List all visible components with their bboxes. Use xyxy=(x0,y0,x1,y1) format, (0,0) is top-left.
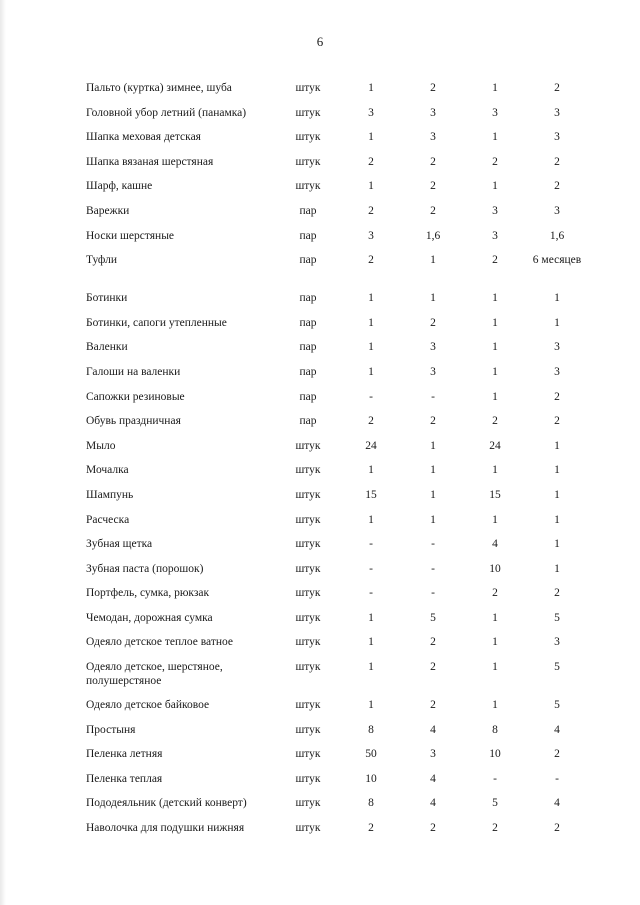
value-col-3: 1 xyxy=(492,341,498,354)
item-name: Мочалка xyxy=(86,464,129,477)
value-col-4: 1 xyxy=(554,538,560,551)
item-unit: штук xyxy=(295,661,321,674)
value-col-4: 1 xyxy=(554,488,560,501)
item-unit: штук xyxy=(295,488,321,501)
value-col-3: 3 xyxy=(492,229,498,242)
table-row xyxy=(86,314,606,339)
value-col-2: 3 xyxy=(430,341,436,354)
value-col-2: 1 xyxy=(430,292,436,305)
value-col-3: 1 xyxy=(492,513,498,526)
value-col-4: 2 xyxy=(554,587,560,600)
value-col-4: 4 xyxy=(554,797,560,810)
value-col-4: 6 месяцев xyxy=(532,254,582,267)
value-col-4: 3 xyxy=(554,365,560,378)
value-col-2: 1 xyxy=(430,439,436,452)
value-col-4: - xyxy=(555,772,559,785)
value-col-4: 2 xyxy=(554,822,560,835)
item-name: Варежки xyxy=(86,204,130,217)
value-col-1: 8 xyxy=(368,723,374,736)
value-col-3: 1 xyxy=(492,292,498,305)
item-name: Обувь праздничная xyxy=(86,415,181,428)
item-unit: штук xyxy=(295,748,321,761)
table-row xyxy=(86,437,606,462)
value-col-4: 5 xyxy=(554,699,560,712)
value-col-4: 2 xyxy=(554,748,560,761)
value-col-3: 10 xyxy=(489,562,501,575)
item-unit: штук xyxy=(295,439,321,452)
value-col-3: 2 xyxy=(492,822,498,835)
value-col-4: 2 xyxy=(554,180,560,193)
item-unit: штук xyxy=(295,822,321,835)
value-col-1: 2 xyxy=(368,822,374,835)
value-col-1: 1 xyxy=(368,316,374,329)
value-col-2: - xyxy=(431,390,435,403)
item-unit: штук xyxy=(295,82,321,94)
value-col-1: 1 xyxy=(368,180,374,193)
table-row xyxy=(86,251,606,289)
value-col-4: 3 xyxy=(554,204,560,217)
value-col-4: 1 xyxy=(554,513,560,526)
value-col-3: 1 xyxy=(492,699,498,712)
value-col-1: 2 xyxy=(368,155,374,168)
item-name: Мыло xyxy=(86,439,116,452)
item-unit: штук xyxy=(295,772,321,785)
value-col-1: 1 xyxy=(368,365,374,378)
value-col-2: 4 xyxy=(430,797,436,810)
value-col-3: 2 xyxy=(492,415,498,428)
value-col-1: 1 xyxy=(368,292,374,305)
item-name: Пеленка теплая xyxy=(86,772,163,785)
table-row xyxy=(86,104,606,129)
value-col-1: 10 xyxy=(365,772,377,785)
table-row xyxy=(86,486,606,511)
value-col-4: 1 xyxy=(554,464,560,477)
value-col-2: 4 xyxy=(430,772,436,785)
item-unit: штук xyxy=(295,513,321,526)
item-name: Галоши на валенки xyxy=(86,365,181,378)
value-col-3: 1 xyxy=(492,131,498,144)
value-col-2: 4 xyxy=(430,723,436,736)
value-col-3: 15 xyxy=(489,488,501,501)
value-col-4: 1 xyxy=(554,292,560,305)
item-name: Чемодан, дорожная сумка xyxy=(86,611,213,624)
value-col-1: 1 xyxy=(368,341,374,354)
table-row xyxy=(86,202,606,227)
value-col-1: - xyxy=(369,562,373,575)
item-unit: пар xyxy=(299,365,317,378)
value-col-1: 3 xyxy=(368,229,374,242)
table-row xyxy=(86,289,606,314)
item-unit: пар xyxy=(299,341,317,354)
value-col-3: 24 xyxy=(489,439,501,452)
item-name: Простыня xyxy=(86,723,136,736)
value-col-1: 2 xyxy=(368,415,374,428)
page-number: 6 xyxy=(316,34,324,49)
item-name: Зубная щетка xyxy=(86,538,153,551)
value-col-3: 1 xyxy=(492,661,498,674)
item-name: Расческа xyxy=(86,513,130,526)
table-row xyxy=(86,633,606,658)
item-name: Одеяло детское байковое xyxy=(86,699,210,712)
item-unit: штук xyxy=(295,587,321,600)
value-col-4: 2 xyxy=(554,415,560,428)
item-unit: штук xyxy=(295,464,321,477)
value-col-1: 15 xyxy=(365,488,377,501)
value-col-1: 1 xyxy=(368,611,374,624)
value-col-3: 8 xyxy=(492,723,498,736)
table-row xyxy=(86,721,606,746)
table-row xyxy=(86,696,606,721)
value-col-2: 2 xyxy=(430,180,436,193)
value-col-2: - xyxy=(431,538,435,551)
value-col-3: 2 xyxy=(492,155,498,168)
item-name: Туфли xyxy=(86,254,117,267)
item-name: Одеяло детское теплое ватное xyxy=(86,636,234,649)
item-name: Ботинки, сапоги утепленные xyxy=(86,316,227,329)
item-name: Сапожки резиновые xyxy=(86,390,185,403)
value-col-2: 5 xyxy=(430,611,436,624)
item-name: Зубная паста (порошок) xyxy=(86,562,204,575)
value-col-2: 1 xyxy=(430,513,436,526)
table-row xyxy=(86,461,606,486)
norms-table xyxy=(86,79,606,844)
item-name: Портфель, сумка, рюкзак xyxy=(86,587,210,600)
value-col-3: 10 xyxy=(489,748,501,761)
table-row xyxy=(86,388,606,413)
value-col-2: 3 xyxy=(430,131,436,144)
table-row xyxy=(86,153,606,178)
value-col-4: 2 xyxy=(554,390,560,403)
table-row xyxy=(86,794,606,819)
value-col-4: 1 xyxy=(554,562,560,575)
value-col-1: 1 xyxy=(368,82,374,94)
item-name: Одеяло детское, шерстяное, полушерстяное xyxy=(86,661,223,688)
table-row xyxy=(86,745,606,770)
table-row xyxy=(86,79,606,104)
item-unit: пар xyxy=(299,390,317,403)
value-col-4: 2 xyxy=(554,82,560,94)
item-name: Пеленка летняя xyxy=(86,748,163,761)
item-name: Пальто (куртка) зимнее, шуба xyxy=(86,82,232,94)
table-row xyxy=(86,658,606,696)
table-row xyxy=(86,412,606,437)
value-col-3: 2 xyxy=(492,587,498,600)
item-unit: штук xyxy=(295,797,321,810)
value-col-3: 1 xyxy=(492,365,498,378)
value-col-3: 2 xyxy=(492,254,498,267)
value-col-1: 1 xyxy=(368,464,374,477)
item-unit: штук xyxy=(295,155,321,168)
table-row xyxy=(86,560,606,585)
table-row xyxy=(86,609,606,634)
value-col-1: - xyxy=(369,587,373,600)
value-col-2: 2 xyxy=(430,82,436,94)
value-col-4: 3 xyxy=(554,131,560,144)
item-name: Шампунь xyxy=(86,488,134,501)
item-name: Ботинки xyxy=(86,292,128,305)
item-name: Шапка меховая детская xyxy=(86,131,201,144)
value-col-4: 3 xyxy=(554,106,560,119)
table-row xyxy=(86,535,606,560)
value-col-3: 5 xyxy=(492,797,498,810)
item-name: Носки шерстяные xyxy=(86,229,175,242)
item-name: Наволочка для подушки нижняя xyxy=(86,822,245,835)
value-col-4: 4 xyxy=(554,723,560,736)
item-name: Валенки xyxy=(86,341,128,354)
value-col-2: 2 xyxy=(430,415,436,428)
value-col-3: 1 xyxy=(492,180,498,193)
table-row xyxy=(86,770,606,795)
item-unit: штук xyxy=(295,180,321,193)
value-col-2: 2 xyxy=(430,316,436,329)
value-col-1: 2 xyxy=(368,254,374,267)
table-row xyxy=(86,819,606,844)
value-col-2: 1 xyxy=(430,254,436,267)
value-col-1: 50 xyxy=(365,748,377,761)
table-row xyxy=(86,128,606,153)
value-col-2: 1 xyxy=(430,488,436,501)
value-col-3: 1 xyxy=(492,611,498,624)
item-unit: пар xyxy=(299,292,317,305)
item-name: Шапка вязаная шерстяная xyxy=(86,155,214,168)
value-col-3: 3 xyxy=(492,106,498,119)
item-unit: штук xyxy=(295,611,321,624)
value-col-4: 1 xyxy=(554,316,560,329)
value-col-2: 3 xyxy=(430,365,436,378)
value-col-2: 3 xyxy=(430,748,436,761)
value-col-3: 1 xyxy=(492,464,498,477)
value-col-3: 1 xyxy=(492,636,498,649)
table-row xyxy=(86,227,606,252)
item-unit: штук xyxy=(295,636,321,649)
value-col-3: 1 xyxy=(492,82,498,94)
value-col-1: 2 xyxy=(368,204,374,217)
value-col-2: 2 xyxy=(430,822,436,835)
value-col-1: 1 xyxy=(368,513,374,526)
value-col-3: 3 xyxy=(492,204,498,217)
value-col-3: 4 xyxy=(492,538,498,551)
scan-edge-shadow xyxy=(0,0,6,905)
value-col-1: - xyxy=(369,538,373,551)
item-name: Шарф, кашне xyxy=(86,180,153,193)
value-col-3: 1 xyxy=(492,390,498,403)
table-row xyxy=(86,338,606,363)
item-unit: штук xyxy=(295,723,321,736)
value-col-1: 24 xyxy=(365,439,377,452)
value-col-4: 5 xyxy=(554,661,560,674)
value-col-1: 8 xyxy=(368,797,374,810)
table-row xyxy=(86,363,606,388)
value-col-1: - xyxy=(369,390,373,403)
value-col-2: 2 xyxy=(430,661,436,674)
item-name: Головной убор летний (панамка) xyxy=(86,106,247,119)
value-col-4: 1,6 xyxy=(549,229,565,242)
item-unit: штук xyxy=(295,538,321,551)
item-unit: штук xyxy=(295,699,321,712)
table-row xyxy=(86,584,606,609)
value-col-2: - xyxy=(431,587,435,600)
value-col-4: 2 xyxy=(554,155,560,168)
value-col-2: 1 xyxy=(430,464,436,477)
item-unit: пар xyxy=(299,204,317,217)
value-col-2: - xyxy=(431,562,435,575)
value-col-2: 2 xyxy=(430,636,436,649)
value-col-2: 2 xyxy=(430,699,436,712)
value-col-2: 2 xyxy=(430,204,436,217)
item-unit: пар xyxy=(299,415,317,428)
item-unit: пар xyxy=(299,254,317,267)
item-unit: пар xyxy=(299,316,317,329)
item-unit: пар xyxy=(299,229,317,242)
value-col-1: 3 xyxy=(368,106,374,119)
value-col-1: 1 xyxy=(368,661,374,674)
value-col-2: 3 xyxy=(430,106,436,119)
value-col-4: 3 xyxy=(554,636,560,649)
value-col-1: 1 xyxy=(368,636,374,649)
value-col-3: 1 xyxy=(492,316,498,329)
value-col-4: 5 xyxy=(554,611,560,624)
value-col-2: 1,6 xyxy=(425,229,441,242)
item-name: Пододеяльник (детский конверт) xyxy=(86,797,247,810)
value-col-1: 1 xyxy=(368,131,374,144)
table-row xyxy=(86,511,606,536)
item-unit: штук xyxy=(295,562,321,575)
value-col-4: 3 xyxy=(554,341,560,354)
item-unit: штук xyxy=(295,106,321,119)
value-col-1: 1 xyxy=(368,699,374,712)
item-unit: штук xyxy=(295,131,321,144)
value-col-4: 1 xyxy=(554,439,560,452)
value-col-2: 2 xyxy=(430,155,436,168)
value-col-3: - xyxy=(493,772,497,785)
table-row xyxy=(86,177,606,202)
